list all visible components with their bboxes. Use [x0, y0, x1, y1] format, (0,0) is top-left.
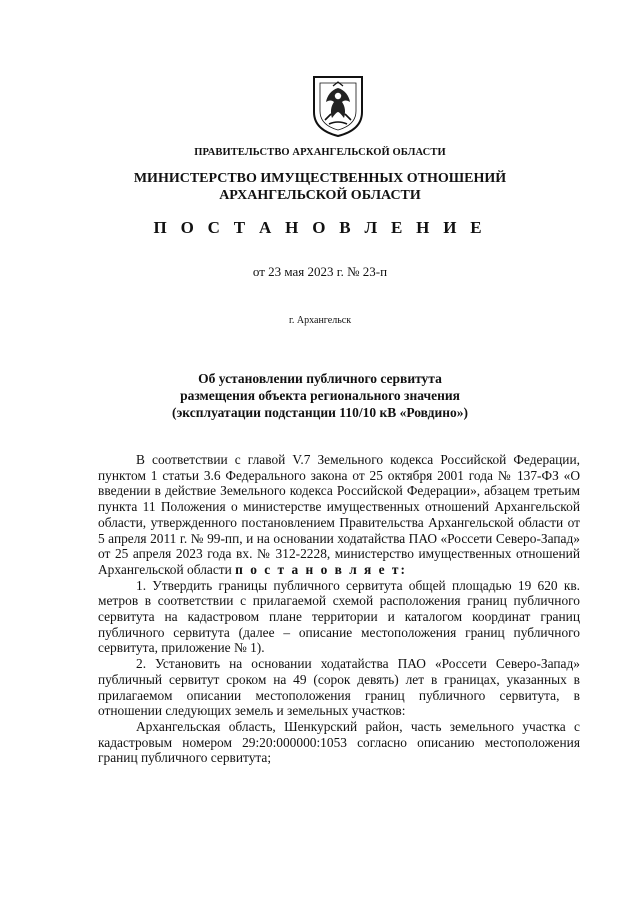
ministry-line-1: МИНИСТЕРСТВО ИМУЩЕСТВЕННЫХ ОТНОШЕНИЙ	[133, 171, 507, 186]
resolves-word: п о с т а н о в л я е т:	[235, 561, 407, 577]
ministry-line-2: АРХАНГЕЛЬСКОЙ ОБЛАСТИ	[219, 188, 421, 203]
preamble-paragraph	[98, 452, 580, 578]
document-subject	[0, 370, 640, 421]
subject-line-3: (эксплуатации подстанции 110/10 кВ «Ровдино»)	[171, 405, 469, 420]
document-type: П О С Т А Н О В Л Е Н И Е	[153, 218, 487, 237]
preamble-text: В соответствии с главой V.7 Земельного кодекса Российской Федерации, пунктом 1 статьи 3.6 Федерального закона от 25 октября 2001 года № 137-ФЗ «О введении в действие Земельного кодекса Российской Федерации», абзацем третьим пункта 11 Положения о министерстве имущественных отношений Архангельской области, утвержденного постановлением Правительства Архангельской области от 5 апреля 2011 г. № 99-пп, и на основании ходатайства ПАО «Россети Северо-Запад» от 25 апреля 2023 года вх. № 312-2228, министерство имущественных отношений Архангельской области	[98, 452, 580, 577]
ministry-name	[0, 170, 640, 204]
document-date-number: от 23 мая 2023 г. № 23-п	[252, 264, 388, 279]
subject-line-1: Об установлении публичного сервитута	[198, 371, 442, 386]
subject-line-2: размещения объекта регионального значения	[180, 388, 460, 403]
item-1-paragraph: 1. Утвердить границы публичного сервитута общей площадью 19 620 кв. метров в соответствии с прилагаемой схемой расположения границ публичного сервитута на кадастровом плане территории и каталогом координат границ публичного сервитута (далее – описание местоположения границ публичного сервитута, приложение № 1).	[98, 577, 580, 656]
item-2-detail-paragraph: Архангельская область, Шенкурский район, часть земельного участка с кадастровым номером 29:20:000000:1053 согласно описанию местоположения границ публичного сервитута;	[98, 718, 580, 766]
document-body	[98, 452, 580, 766]
document-city: г. Архангельск	[288, 315, 352, 326]
coat-of-arms-icon	[311, 74, 365, 138]
government-name: ПРАВИТЕЛЬСТВО АРХАНГЕЛЬСКОЙ ОБЛАСТИ	[194, 147, 446, 158]
item-2-paragraph: 2. Установить на основании ходатайства ПАО «Россети Северо-Запад» публичный сервитут сроком на 49 (сорок девять) лет в границах, указанных в прилагаемом описании местоположения границ публичного сервитута, в отношении следующих земель и земельных участков:	[98, 656, 580, 719]
